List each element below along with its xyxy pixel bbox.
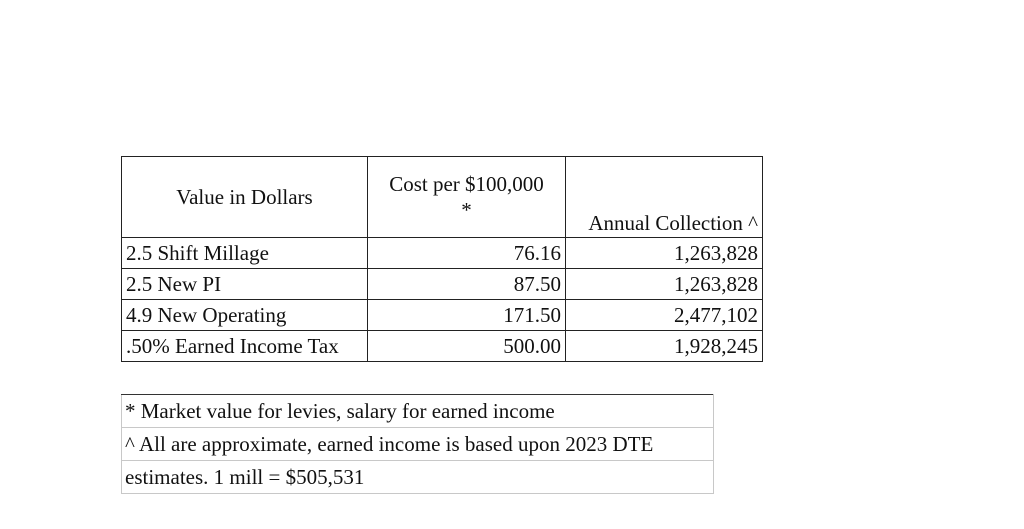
row-annual: 1,263,828 (566, 238, 763, 269)
note-row (122, 428, 714, 461)
header-cost-line2: * (461, 198, 472, 223)
levy-table (121, 156, 763, 362)
header-cost-per-100000 (368, 157, 566, 238)
row-cost: 171.50 (368, 300, 566, 331)
row-label: .50% Earned Income Tax (122, 331, 368, 362)
note-row (122, 461, 714, 494)
row-cost: 500.00 (368, 331, 566, 362)
note-approximate: ^ All are approximate, earned income is based upon 2023 DTE (122, 428, 714, 461)
note-mill-value: estimates. 1 mill = $505,531 (122, 461, 714, 494)
note-market-value: * Market value for levies, salary for earned income (122, 395, 714, 428)
row-label: 4.9 New Operating (122, 300, 368, 331)
header-cost-line1: Cost per $100,000 (389, 172, 544, 196)
header-row (122, 157, 763, 238)
table-row (122, 238, 763, 269)
header-value-in-dollars: Value in Dollars (122, 157, 368, 238)
row-cost: 87.50 (368, 269, 566, 300)
row-label: 2.5 New PI (122, 269, 368, 300)
table-row (122, 269, 763, 300)
row-cost: 76.16 (368, 238, 566, 269)
note-row (122, 395, 714, 428)
row-annual: 2,477,102 (566, 300, 763, 331)
table-row (122, 331, 763, 362)
row-label: 2.5 Shift Millage (122, 238, 368, 269)
header-annual-collection: Annual Collection ^ (566, 157, 763, 238)
notes-table (121, 394, 714, 494)
table-row (122, 300, 763, 331)
row-annual: 1,263,828 (566, 269, 763, 300)
row-annual: 1,928,245 (566, 331, 763, 362)
